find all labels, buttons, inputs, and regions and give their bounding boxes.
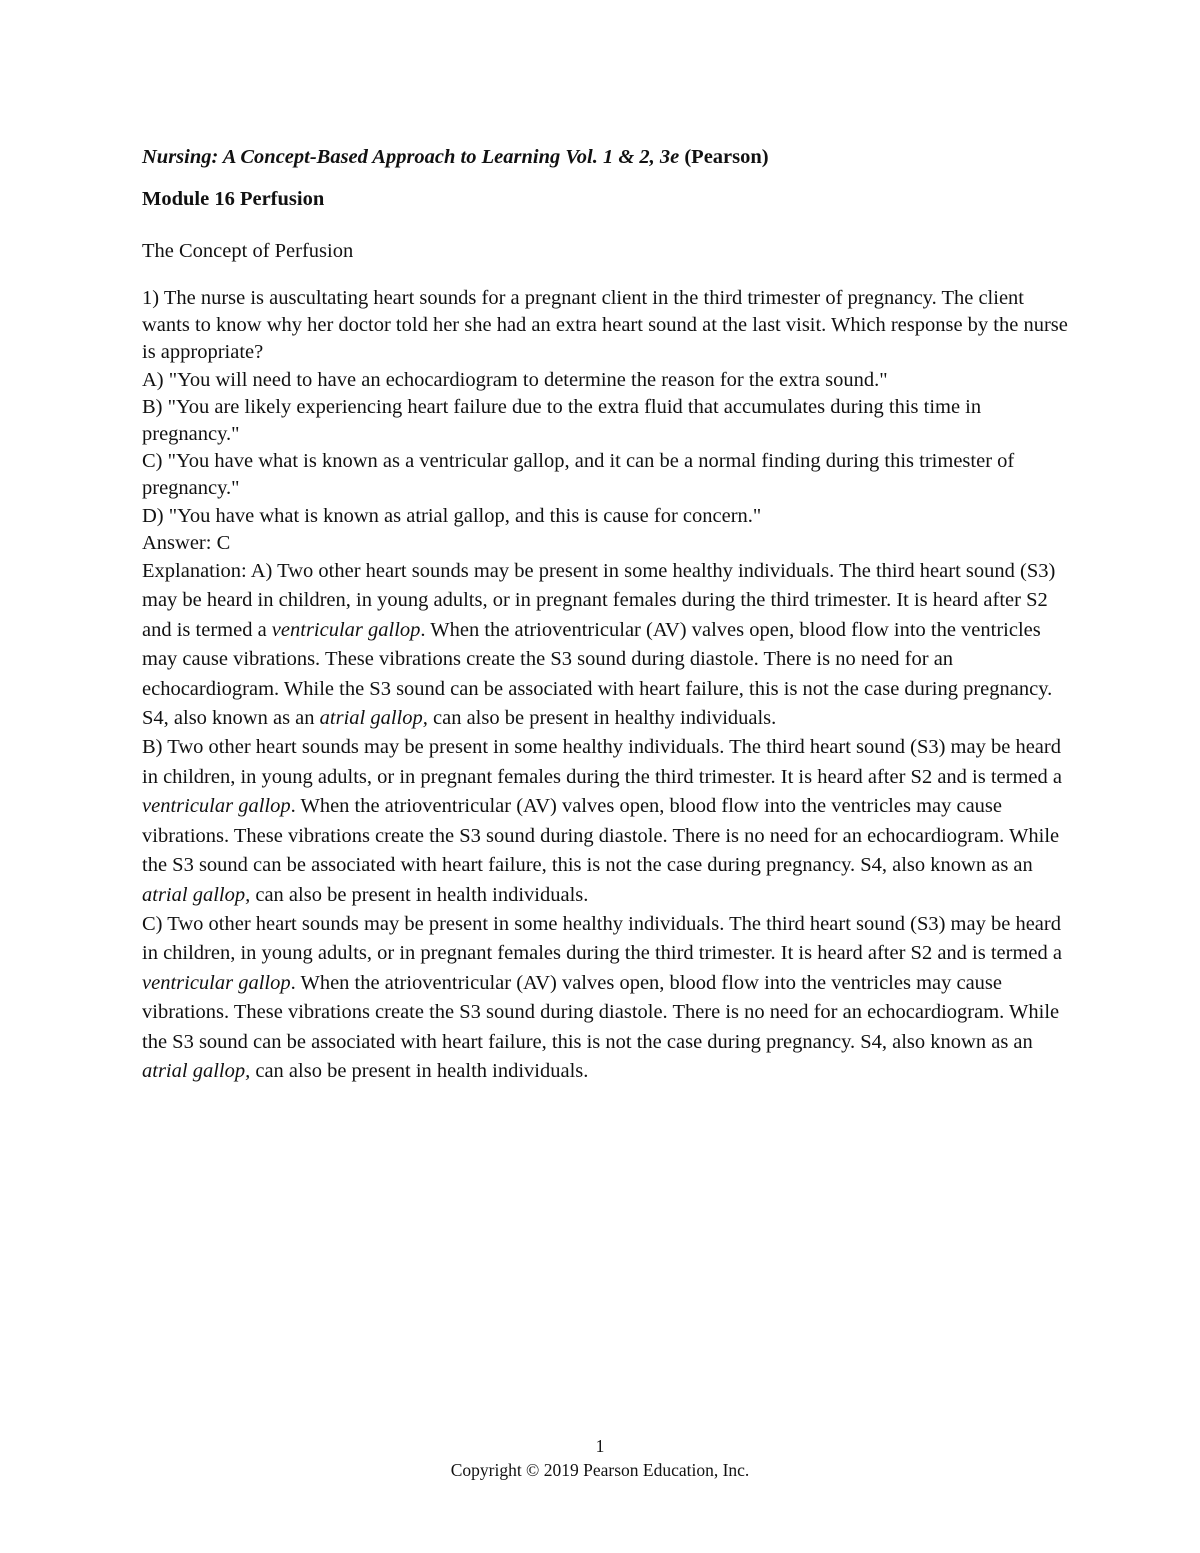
explanation-b (142, 733, 1072, 909)
explanation-c-italic-1: ventricular gallop (142, 971, 291, 994)
explanation-b-italic-1: ventricular gallop (142, 795, 291, 818)
book-title-name: Nursing: A Concept-Based Approach to Learning Vol. 1 & 2, 3e (142, 146, 680, 168)
explanation-c (142, 910, 1072, 1086)
explanation-a (142, 557, 1072, 733)
page-number: 1 (595, 1436, 605, 1456)
explanation-a-text-2: . When the atrioventricular (AV) valves open, blood flow into the ventricles may cause vibrations. These vibrations create the S3 sound during diastole. There is no need for an echocardiogram. While the S3 sound can be associated with heart failure, this is not the case during pregnancy. S4, also known as an (142, 618, 1053, 730)
answer: Answer: C (142, 531, 231, 554)
explanation-c-italic-2: atrial gallop, (142, 1059, 251, 1082)
book-title-publisher: (Pearson) (679, 146, 769, 168)
explanation-b-text-1: B) Two other heart sounds may be present in some healthy individuals. The third heart sound (S3) may be heard in children, in young adults, or in pregnant females during the third trimester. It is heard after S2 and is termed a (142, 736, 1062, 788)
question-block (142, 285, 1072, 1086)
option-d: D) "You have what is known as atrial gallop, and this is cause for concern." (142, 504, 762, 527)
explanation-b-text-2: . When the atrioventricular (AV) valves open, blood flow into the ventricles may cause vibrations. These vibrations create the S3 sound during diastole. There is no need for an echocardiogram. While the S3 sound can be associated with heart failure, this is not the case during pregnancy. S4, also known as an (142, 795, 1060, 877)
explanation-c-text-3: can also be present in health individuals. (250, 1059, 589, 1082)
explanation-b-text-3: can also be present in health individuals. (250, 883, 589, 906)
option-b: B) "You are likely experiencing heart failure due to the extra fluid that accumulates during this time in pregnancy." (142, 395, 982, 446)
explanation-a-italic-2: atrial gallop, (319, 707, 428, 730)
explanation-a-text-3: can also be present in healthy individuals. (427, 707, 777, 730)
explanation-c-text-1: C) Two other heart sounds may be present in some healthy individuals. The third heart sound (S3) may be heard in children, in young adults, or in pregnant females during the third trimester. It is heard after S2 and is termed a (142, 912, 1062, 965)
option-c: C) "You have what is known as a ventricular gallop, and it can be a normal finding during this trimester of pregnancy." (142, 450, 1015, 500)
book-title (142, 140, 1072, 174)
page-content (142, 140, 1072, 1086)
module-heading: Module 16 Perfusion (142, 188, 325, 210)
explanation-c-text-2: . When the atrioventricular (AV) valves open, blood flow into the ventricles may cause vibrations. These vibrations create the S3 sound during diastole. There is no need for an echocardiogram. While the S3 sound can be associated with heart failure, this is not the case during pregnancy. S4, also known as an (142, 971, 1060, 1053)
copyright-notice: Copyright © 2019 Pearson Education, Inc. (450, 1460, 750, 1480)
option-a: A) "You will need to have an echocardiogram to determine the reason for the extra sound." (142, 368, 888, 391)
explanation-b-italic-2: atrial gallop, (142, 883, 251, 906)
explanation-a-italic-1: ventricular gallop (271, 618, 421, 641)
section-heading: The Concept of Perfusion (142, 240, 354, 262)
question-stem: 1) The nurse is auscultating heart sounds for a pregnant client in the third trimester of pregnancy. The client wants to know why her doctor told her she had an extra heart sound at the last visit. Which response by the nurse is appropriate? (142, 287, 1068, 364)
explanation-a-text-1: Explanation: A) Two other heart sounds may be present in some healthy individuals. The third heart sound (S3) may be heard in children, in young adults, or in pregnant females during the third trimester. It is heard after S2 and is termed a (142, 560, 1056, 641)
